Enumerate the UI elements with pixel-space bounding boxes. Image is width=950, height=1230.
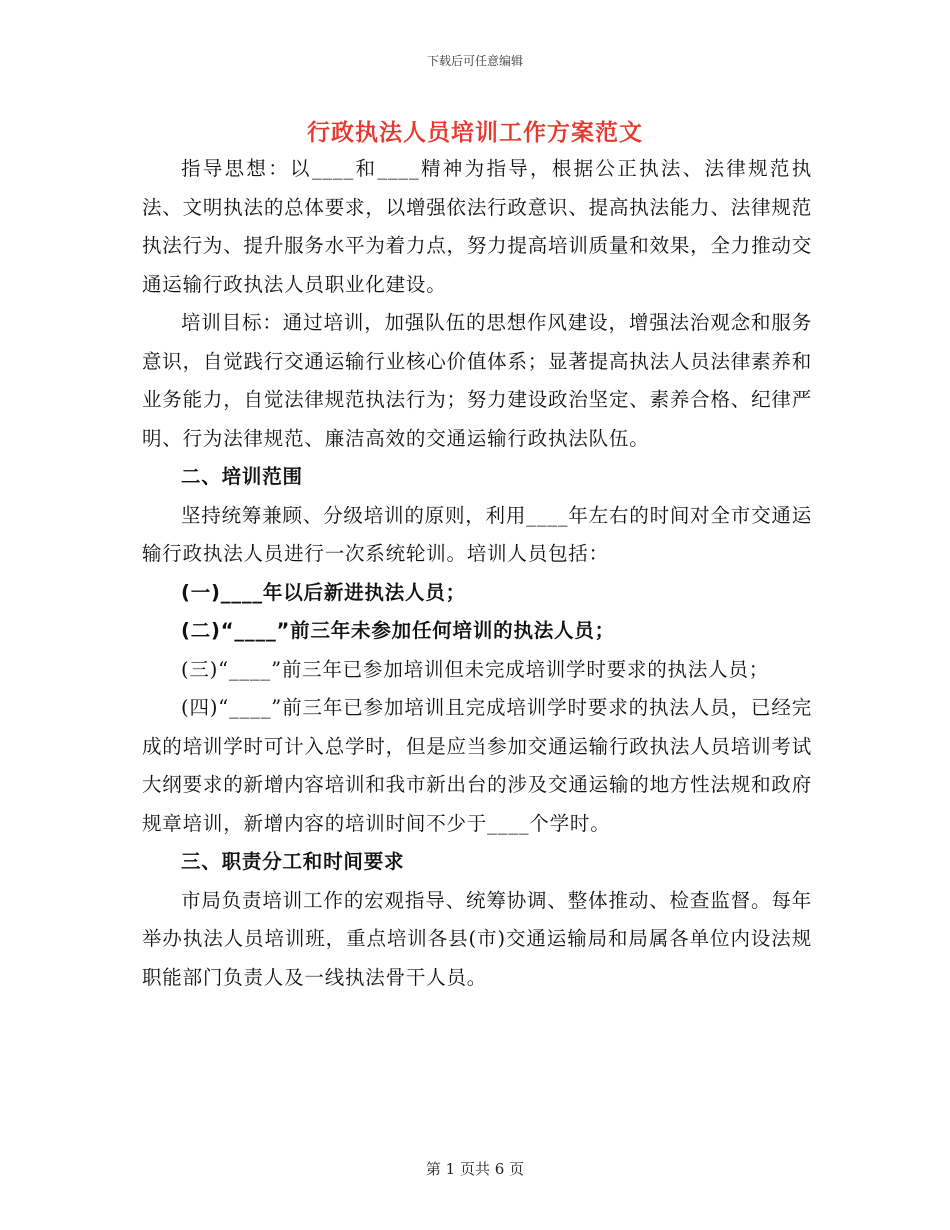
paragraph-scope-principle: 坚持统筹兼顾、分级培训的原则，利用____年左右的时间对全市交通运输行政执法人员进行一次系统轮训。培训人员包括： [142,503,812,565]
paragraph-responsibilities: 市局负责培训工作的宏观指导、统筹协调、整体推动、检查监督。每年举办执法人员培训班，重点培训各县(市)交通运输局和局属各单位内设法规职能部门负责人及一线执法骨干人员。 [142,888,812,989]
section-heading-training-scope: 二、培训范围 [181,465,303,488]
list-item-1: (一)____年以后新进执法人员； [181,580,466,604]
page-number-footer: 第 1 页共 6 页 [425,1160,525,1178]
document-title: 行政执法人员培训工作方案范文 [307,120,643,146]
paragraph-training-goal: 培训目标：通过培训，加强队伍的思想作风建设，增强法治观念和服务意识，自觉践行交通运输行业核心价值体系；显著提高执法人员法律素养和业务能力，自觉法律规范执法行为；努力建设政治坚定、素养合格、纪律严明、行为法律规范、廉洁高效的交通运输行政执法队伍。 [142,311,812,450]
list-item-4: (四)“____”前三年已参加培训且完成培训学时要求的执法人员，已经完成的培训学时可计入总学时，但是应当参加交通运输行政执法人员培训考试大纲要求的新增内容培训和我市新出台的涉及交通运输的地方性法规和政府规章培训，新增内容的培训时间不少于____个学时。 [142,696,812,835]
page-header-note: 下载后可任意编辑 [426,54,523,68]
section-heading-responsibilities: 三、职责分工和时间要求 [181,850,405,873]
paragraph-guiding-ideology: 指导思想：以____和____精神为指导，根据公正执法、法律规范执法、文明执法的总体要求，以增强依法行政意识、提高执法能力、法律规范执法行为、提升服务水平为着力点，努力提高培训质量和效果，全力推动交通运输行政执法人员职业化建设。 [142,157,812,296]
list-item-2: (二)“____”前三年未参加任何培训的执法人员； [181,619,615,642]
document-body [142,150,812,997]
list-item-3: (三)“____”前三年已参加培训但未完成培训学时要求的执法人员； [181,657,770,681]
